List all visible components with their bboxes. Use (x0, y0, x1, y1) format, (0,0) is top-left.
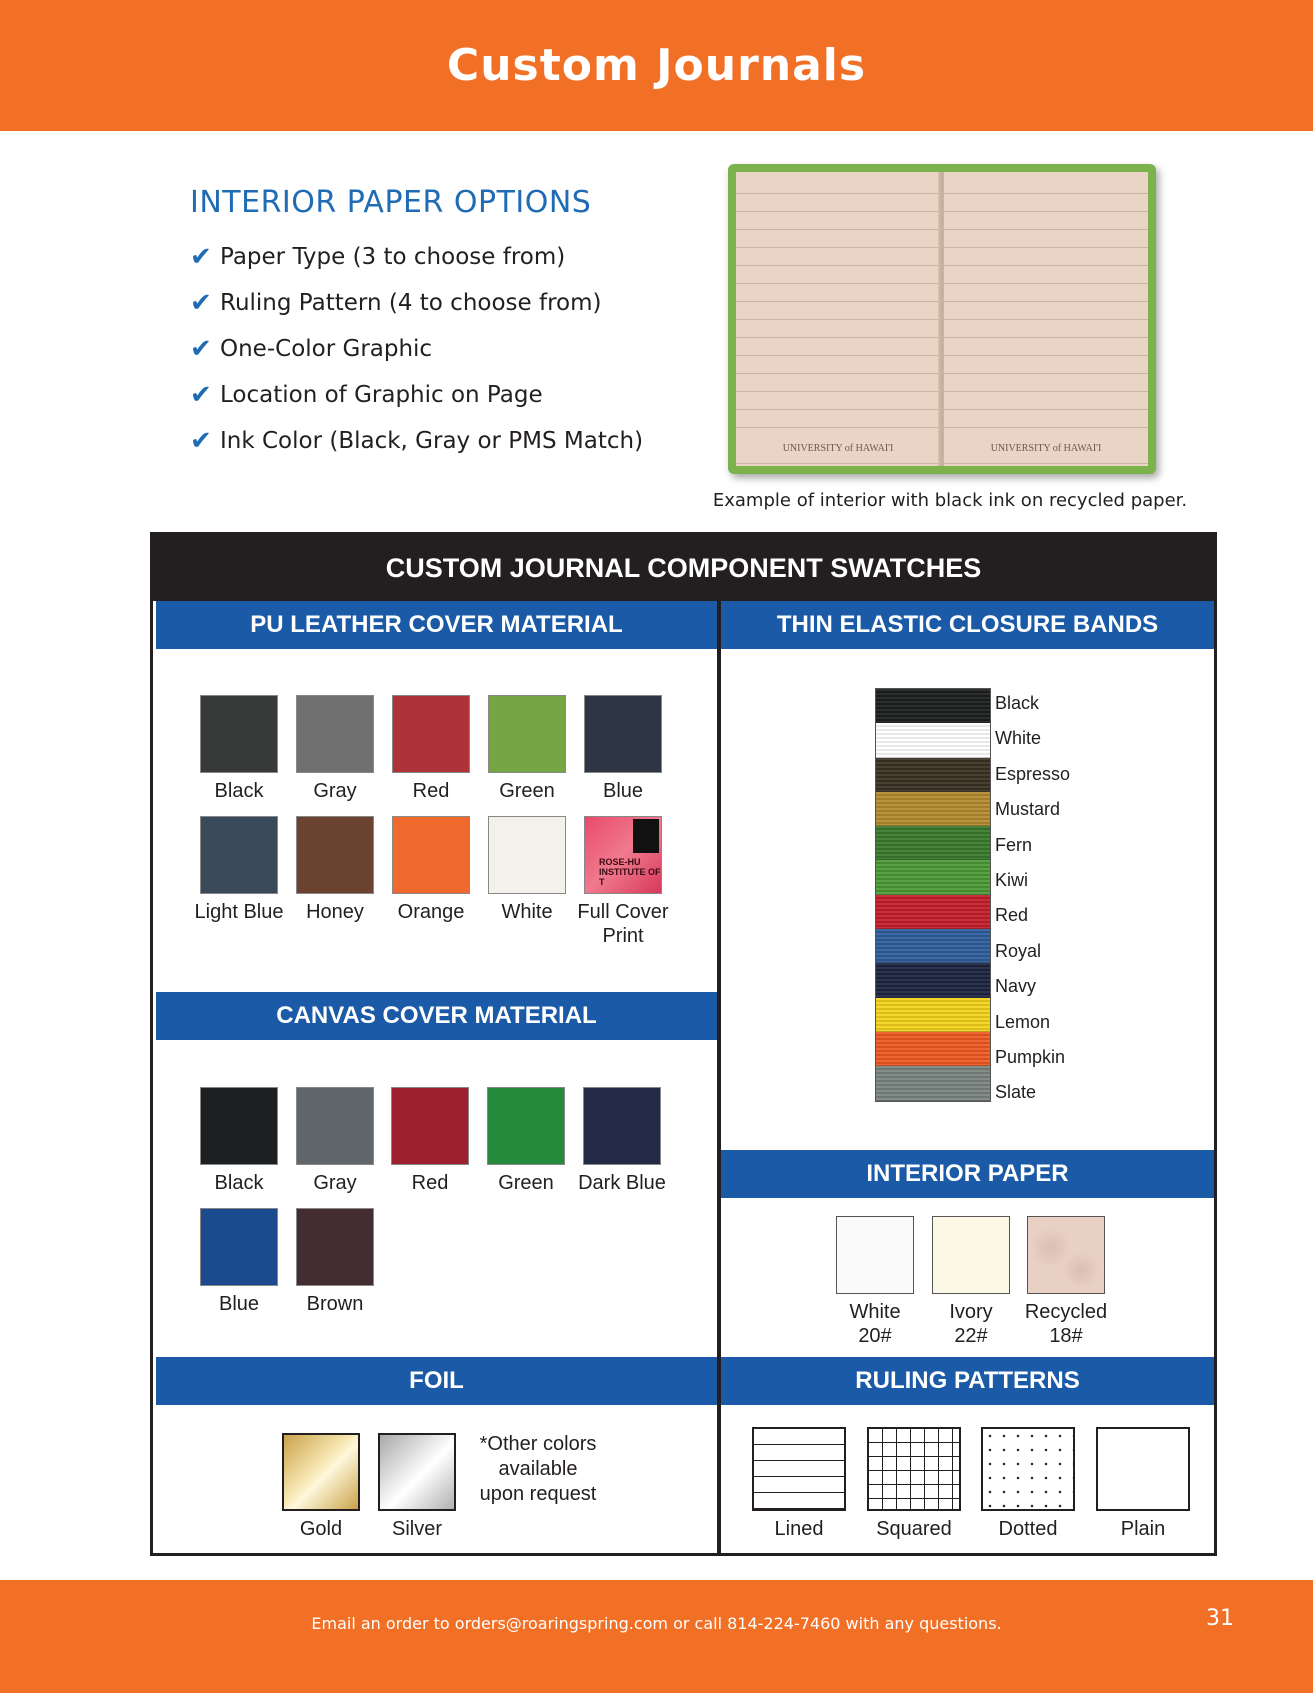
pu-leather-swatch (200, 695, 278, 773)
option-item (190, 418, 690, 464)
interior-options (190, 185, 690, 464)
checkmark-icon: ✔ (190, 426, 212, 456)
interior-paper-weight: 22# (954, 1325, 988, 1347)
elastic-band-label: Black (995, 693, 1040, 713)
elastic-band-stack (875, 688, 991, 1102)
foil-note (458, 1432, 618, 1507)
journal-right-page (944, 172, 1148, 466)
swatches-panel (150, 532, 1217, 1556)
elastic-band-swatch (876, 929, 990, 963)
foil-label: Gold (299, 1518, 343, 1540)
interior-paper-label: Ivory (949, 1301, 993, 1323)
elastic-band-label: Kiwi (995, 870, 1029, 890)
journal-interior-photo (728, 164, 1156, 474)
pu-leather-heading: PU LEATHER COVER MATERIAL (156, 601, 717, 649)
pu-leather-label: Green (499, 780, 555, 802)
pu-leather-label: Orange (397, 901, 465, 923)
swatches-title: CUSTOM JOURNAL COMPONENT SWATCHES (153, 535, 1214, 601)
elastic-band-swatch (876, 689, 990, 723)
elastic-band-label: Fern (995, 834, 1033, 855)
pu-leather-swatch (584, 816, 662, 894)
elastic-heading: THIN ELASTIC CLOSURE BANDS (721, 601, 1214, 649)
checkmark-icon: ✔ (190, 334, 212, 364)
foil-swatch (378, 1433, 456, 1511)
elastic-band-swatch (876, 860, 990, 894)
ruling-label: Plain (1120, 1518, 1166, 1540)
elastic-band-swatch (876, 998, 990, 1032)
pu-leather-swatch (584, 695, 662, 773)
canvas-label: Black (214, 1172, 264, 1194)
option-item (190, 326, 690, 372)
elastic-band-label: White (995, 728, 1042, 749)
elastic-band-label: Royal (995, 940, 1042, 961)
elastic-band-label: Lemon (995, 1011, 1051, 1032)
interior-paper-swatch (836, 1216, 914, 1294)
pu-leather-label: White (501, 901, 553, 923)
canvas-swatch (200, 1208, 278, 1286)
canvas-swatch (200, 1087, 278, 1165)
pu-leather-swatch (296, 816, 374, 894)
interior-paper-label: Recycled (1024, 1301, 1108, 1323)
interior-options-heading: INTERIOR PAPER OPTIONS (190, 185, 592, 220)
interior-paper-swatch (1027, 1216, 1105, 1294)
foil-swatch (282, 1433, 360, 1511)
elastic-band-label: Navy (995, 976, 1037, 997)
ruling-label: Lined (774, 1518, 824, 1540)
page-number: 31 (1206, 1606, 1234, 1631)
checkmark-icon: ✔ (190, 380, 212, 410)
header-bar (0, 0, 1313, 131)
option-text: One-Color Graphic (220, 336, 433, 362)
checkmark-icon: ✔ (190, 288, 212, 318)
elastic-band-label: Slate (995, 1082, 1037, 1103)
ruling-dotted-swatch (981, 1427, 1075, 1511)
elastic-band-swatch (876, 1066, 990, 1100)
elastic-band-swatch (876, 723, 990, 757)
elastic-band-swatch (876, 895, 990, 929)
ruling-label: Squared (876, 1518, 952, 1540)
interior-paper-weight: 20# (858, 1325, 892, 1347)
canvas-label: Brown (306, 1293, 364, 1315)
pu-leather-swatch (296, 695, 374, 773)
elastic-band-swatch (876, 826, 990, 860)
ruling-label: Dotted (998, 1518, 1058, 1540)
pu-leather-label: Light Blue (194, 901, 284, 923)
column-divider (717, 601, 721, 1556)
ruling-plain-swatch (1096, 1427, 1190, 1511)
left-page-logo-text: UNIVERSITY of HAWAI'I (736, 439, 940, 458)
pu-leather-swatch (488, 695, 566, 773)
canvas-heading: CANVAS COVER MATERIAL (156, 992, 717, 1040)
right-page-logo-text: UNIVERSITY of HAWAI'I (944, 439, 1148, 458)
pu-leather-label: Black (214, 780, 264, 802)
page-title: Custom Journals (446, 40, 867, 91)
ruling-heading: RULING PATTERNS (721, 1357, 1214, 1405)
option-text: Location of Graphic on Page (220, 382, 543, 408)
pu-leather-label: Gray (313, 780, 357, 802)
elastic-band-label: Mustard (995, 799, 1061, 820)
journal-left-page (736, 172, 940, 466)
elastic-band-label: Espresso (995, 763, 1071, 784)
ruling-squared-swatch (867, 1427, 961, 1511)
interior-paper-heading: INTERIOR PAPER (721, 1150, 1214, 1198)
foil-note-line: *Other colors (479, 1433, 597, 1455)
canvas-swatch (296, 1208, 374, 1286)
canvas-label: Green (498, 1172, 554, 1194)
interior-paper-weight: 18# (1049, 1325, 1083, 1347)
pu-leather-label: Red (412, 780, 450, 802)
canvas-label: Gray (313, 1172, 357, 1194)
foil-label: Silver (391, 1518, 442, 1540)
options-list (190, 234, 690, 464)
checkmark-icon: ✔ (190, 242, 212, 272)
canvas-swatch (391, 1087, 469, 1165)
pu-leather-swatch (392, 695, 470, 773)
foil-note-line: upon request (479, 1483, 597, 1505)
interior-paper-label: White (849, 1301, 901, 1323)
elastic-band-swatch (876, 758, 990, 792)
canvas-label: Red (411, 1172, 449, 1194)
option-item (190, 372, 690, 418)
elastic-band-swatch (876, 792, 990, 826)
canvas-label: Blue (218, 1293, 260, 1315)
option-text: Paper Type (3 to choose from) (220, 244, 566, 270)
footer-bar (0, 1580, 1313, 1693)
photo-caption: Example of interior with black ink on recycled paper. (712, 490, 1188, 511)
print-text: ROSE-HU INSTITUTE OF T (599, 857, 661, 887)
pu-leather-swatch (200, 816, 278, 894)
pu-leather-swatch (392, 816, 470, 894)
print-graphic (633, 819, 659, 853)
elastic-band-swatch (876, 963, 990, 997)
elastic-band-label: Red (995, 905, 1029, 926)
pu-leather-label: Blue (602, 780, 644, 802)
elastic-band-label: Pumpkin (995, 1047, 1066, 1067)
canvas-swatch (296, 1087, 374, 1165)
canvas-label: Dark Blue (578, 1172, 666, 1194)
interior-paper-swatch (932, 1216, 1010, 1294)
option-text: Ruling Pattern (4 to choose from) (220, 290, 602, 316)
pu-leather-label: Full Cover Print (577, 901, 669, 947)
footer-message: Email an order to orders@roaringspring.com or call 814-224-7460 with any questions. (311, 1614, 1002, 1633)
canvas-swatch (487, 1087, 565, 1165)
option-text: Ink Color (Black, Gray or PMS Match) (220, 428, 644, 454)
ruling-lined-swatch (752, 1427, 846, 1511)
option-item (190, 234, 690, 280)
elastic-band-swatch (876, 1032, 990, 1066)
pu-leather-label: Honey (306, 901, 364, 923)
foil-note-line: available (498, 1458, 578, 1480)
foil-heading: FOIL (156, 1357, 717, 1405)
option-item (190, 280, 690, 326)
canvas-swatch (583, 1087, 661, 1165)
pu-leather-swatch (488, 816, 566, 894)
